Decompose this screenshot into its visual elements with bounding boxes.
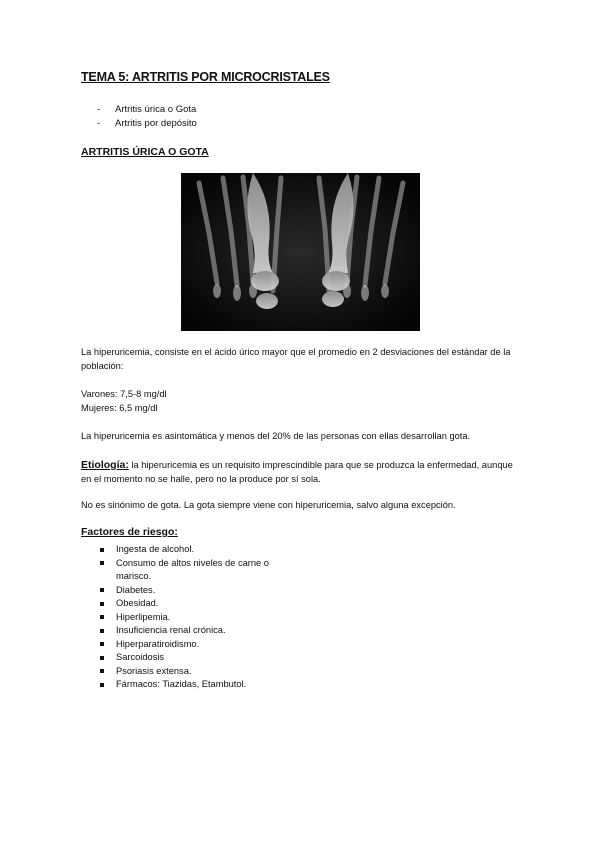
square-bullet-icon — [100, 602, 104, 606]
square-bullet-icon — [100, 629, 104, 633]
foot-xray-image — [181, 173, 420, 331]
square-bullet-icon — [100, 642, 104, 646]
list-item-text: Sarcoidosis — [116, 652, 165, 662]
list-item — [100, 678, 291, 692]
list-item-text: Fármacos: Tiazidas, Etambutol. — [116, 679, 247, 689]
page-title: TEMA 5: ARTRITIS POR MICROCRISTALES — [81, 70, 330, 84]
risk-factors-title: Factores de riesgo: — [81, 526, 178, 538]
list-item — [97, 117, 197, 131]
etiologia-text: la hiperuricemia es un requisito imprescindible para que se produzca la enfermedad, aunque en el momento no se halle, pero no la produce por sí sola. — [81, 460, 513, 484]
section-title: ARTRITIS ÚRICA O GOTA — [81, 146, 209, 158]
risk-factors-list — [100, 543, 291, 692]
dash-marker: - — [97, 104, 101, 115]
list-item — [100, 611, 291, 625]
list-item-text: Consumo de altos niveles de carne o marisco. — [116, 557, 269, 581]
etiologia-heading: Etiología: — [81, 459, 129, 471]
list-item — [100, 638, 291, 652]
list-item-text: Hiperlipemia. — [116, 611, 171, 622]
list-item — [100, 584, 291, 598]
foot-xray-icon — [181, 173, 420, 331]
paragraph-etiologia — [81, 458, 521, 486]
list-item-text: Artritis por depósito — [115, 118, 197, 129]
square-bullet-icon — [100, 588, 104, 592]
list-item — [100, 543, 291, 557]
list-item-text: Diabetes. — [116, 584, 156, 595]
intro-list — [97, 103, 197, 131]
list-item — [100, 557, 291, 584]
paragraph-asintomatica: La hiperuricemia es asintomática y menos del 20% de las personas con ellas desarrollan gota. — [81, 431, 471, 441]
paragraph-varones: Varones: 7,5-8 mg/dl — [81, 389, 167, 399]
square-bullet-icon — [100, 669, 104, 673]
square-bullet-icon — [100, 561, 104, 565]
list-item-text: Artritis úrica o Gota — [115, 104, 197, 115]
square-bullet-icon — [100, 656, 104, 660]
list-item — [100, 597, 291, 611]
paragraph-sinonimo: No es sinónimo de gota. La gota siempre viene con hiperuricemia, salvo alguna excepción. — [81, 500, 456, 510]
square-bullet-icon — [100, 615, 104, 619]
square-bullet-icon — [100, 548, 104, 552]
list-item-text: Obesidad. — [116, 598, 159, 608]
list-item — [100, 624, 291, 638]
list-item — [97, 103, 197, 117]
dash-marker: - — [97, 118, 101, 129]
paragraph-mujeres: Mujeres: 6,5 mg/dl — [81, 403, 158, 413]
list-item-text: Ingesta de alcohol. — [116, 544, 195, 554]
list-item-text: Insuficiencia renal crónica. — [116, 625, 226, 635]
list-item — [100, 651, 291, 665]
list-item — [100, 665, 291, 679]
paragraph-hiperuricemia: La hiperuricemia, consiste en el ácido úrico mayor que el promedio en 2 desviaciones del estándar de la población: — [81, 347, 511, 371]
list-item-text: Hiperparatiroidismo. — [116, 638, 200, 649]
square-bullet-icon — [100, 683, 104, 687]
list-item-text: Psoriasis extensa. — [116, 665, 192, 676]
